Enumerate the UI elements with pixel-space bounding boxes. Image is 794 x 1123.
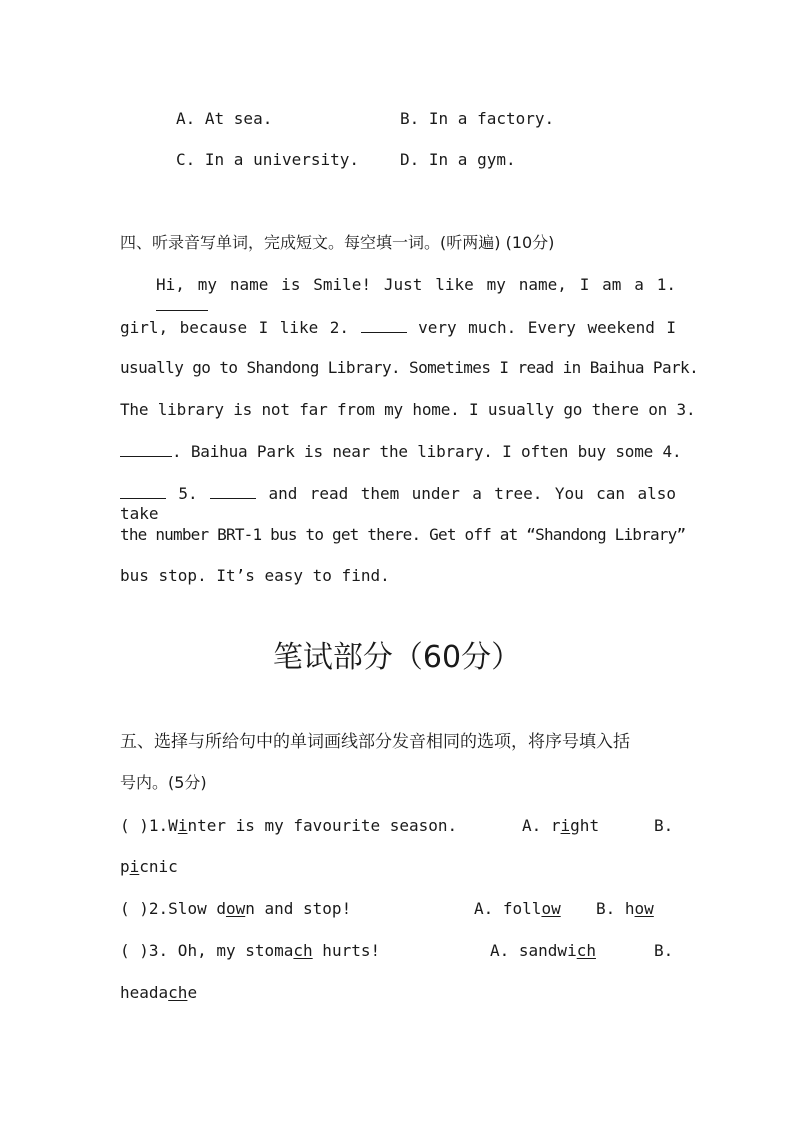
answer-blank-1[interactable] [156,295,208,311]
passage-line-6 [120,483,676,524]
option-b: B. In a factory. [400,109,555,128]
question-2-option-a [474,899,561,919]
passage-text: Hi, my name is Smile! Just like my name, I am a 1. [156,275,676,294]
passage-text: and read them under a tree. You can also take [120,484,676,523]
option-text: p [120,857,130,876]
passage-line-8: bus stop. It’s easy to find. [120,566,390,585]
answer-blank-3[interactable] [120,441,172,457]
question-text: 2.Slow d [148,899,226,918]
answer-blank-5[interactable] [210,483,256,499]
passage-line-7: the number BRT-1 bus to get there. Get off at “Shandong Library” [120,525,686,544]
option-text: ght [570,816,600,835]
passage-line-4: The library is not far from my home. I usually go there on 3. [120,400,696,419]
section5-heading-line2: 号内。(5分) [120,773,207,792]
question-text: 3. Oh, my stoma [148,941,294,960]
answer-blank-4[interactable] [120,483,166,499]
underlined-part: i [129,857,140,876]
option-text: heada [120,983,169,1002]
section4-heading: 四、听录音写单词，完成短文。每空填一词。(听两遍) (10分) [120,233,555,252]
option-text: cnic [139,857,178,876]
underlined-part: ow [634,899,654,918]
passage-line-2 [120,317,676,338]
question-text: nter is my favourite season. [187,816,458,835]
question-1-option-b [120,857,676,877]
underlined-part: ch [168,983,188,1002]
option-text: A. foll [474,899,542,918]
written-part-title: 笔试部分（60分） [272,640,522,675]
option-d: D. In a gym. [400,150,516,169]
answer-bracket[interactable]: ( ) [120,816,149,835]
answer-blank-2[interactable] [361,317,407,333]
underlined-part: ow [541,899,561,918]
passage-text: very much. Every weekend I [418,318,677,337]
underlined-part: ow [225,899,246,918]
question-text: n and stop! [245,899,352,918]
underlined-part: i [177,816,188,835]
option-text: A. sandwi [490,941,577,960]
option-text: A. r [522,816,561,835]
answer-bracket[interactable]: ( ) [120,899,149,918]
answer-bracket[interactable]: ( ) [120,941,149,960]
question-3-option-b-label: B. [654,941,674,960]
passage-text: . Baihua Park is near the library. I often buy some 4. [172,442,682,461]
question-3-option-a [490,941,596,961]
section5-heading-line1: 五、选择与所给句中的单词画线部分发音相同的选项，将序号填入括 [120,732,630,752]
underlined-part: ch [293,941,313,960]
question-text: hurts! [312,941,381,960]
question-1-option-b-label: B. [654,816,674,835]
question-2-option-b [596,899,654,919]
option-text: B. h [596,899,635,918]
option-text: e [187,983,198,1002]
passage-line-3: usually go to Shandong Library. Sometimes I read in Baihua Park. [120,358,699,377]
question-2 [120,899,676,919]
question-text: 1.W [148,816,178,835]
option-a: A. At sea. [176,109,273,128]
passage-text: 5. [178,484,198,503]
passage-text: girl, because I like 2. [120,318,350,337]
underlined-part: i [560,816,571,835]
question-1-option-a [522,816,599,836]
underlined-part: ch [576,941,596,960]
option-c: C. In a university. [176,150,360,169]
question-3-option-b [120,983,676,1003]
passage-line-5 [120,441,682,462]
passage-line-1 [156,275,676,316]
